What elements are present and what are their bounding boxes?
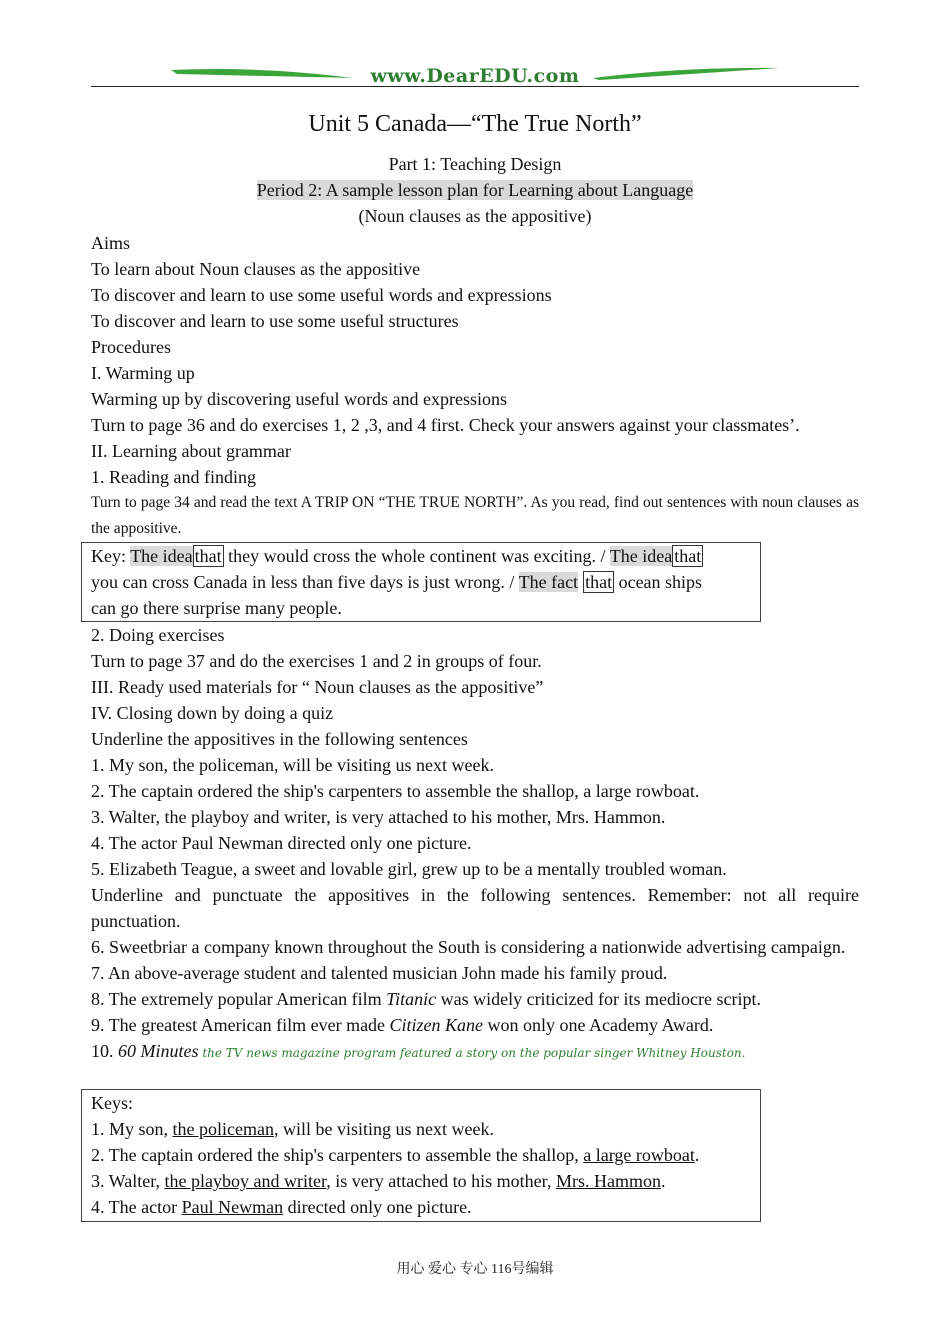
- quiz-item: 7. An above-average student and talented musician John made his family proud.: [91, 963, 668, 983]
- procedures-heading: Procedures: [91, 337, 171, 357]
- instruction: Underline and punctuate the appositives in the following sentences. Remember: not all require punctuation.: [91, 885, 859, 931]
- quiz-item: 4. The actor Paul Newman directed only one picture.: [91, 833, 472, 853]
- period-heading: [0, 180, 950, 201]
- key-text: 3. Walter,: [91, 1171, 165, 1191]
- key-text: , will be visiting us next week.: [273, 1119, 494, 1139]
- key-answer: [91, 1142, 760, 1168]
- instruction: Underline the appositives in the following sentences: [91, 729, 468, 749]
- key-text: .: [694, 1145, 700, 1165]
- key-answer: [91, 1168, 760, 1194]
- site-logo: [91, 64, 859, 88]
- boxed-word: that: [585, 572, 613, 592]
- key-text: 4. The actor: [91, 1197, 182, 1217]
- key-line: [91, 569, 760, 595]
- underlined-appositive: the policeman: [172, 1119, 274, 1139]
- key-text: you can cross Canada in less than five days is just wrong. /: [91, 572, 519, 592]
- header-rule: [91, 86, 859, 87]
- key-text: 1. My son,: [91, 1119, 173, 1139]
- underlined-appositive: Mrs. Hammon: [555, 1171, 661, 1191]
- part-heading: Part 1: Teaching Design: [388, 154, 562, 174]
- section-heading: IV. Closing down by doing a quiz: [91, 703, 334, 723]
- boxed-word: that: [194, 546, 222, 566]
- key-text: directed only one picture.: [283, 1197, 472, 1217]
- key-text: they would cross the whole continent was exciting. /: [223, 546, 610, 566]
- answer-keys-box: [81, 1089, 761, 1222]
- quiz-item: 5. Elizabeth Teague, a sweet and lovable girl, grew up to be a mentally troubled woman.: [91, 859, 727, 879]
- key-text: 2. The captain ordered the ship's carpenters to assemble the shallop,: [91, 1145, 584, 1165]
- quiz-text: 8. The extremely popular American film: [91, 989, 387, 1009]
- paragraph: Turn to page 36 and do exercises 1, 2 ,3, and 4 first. Check your answers against your classmates’.: [91, 415, 800, 435]
- logo-text: www.DearEDU.com: [370, 65, 580, 87]
- section-heading: II. Learning about grammar: [91, 441, 291, 461]
- underlined-appositive: a large rowboat: [583, 1145, 695, 1165]
- highlight-noun: The idea: [130, 546, 193, 566]
- page-header: [91, 64, 859, 90]
- key-text: Key:: [91, 546, 131, 566]
- underlined-appositive: the playboy and writer: [164, 1171, 327, 1191]
- document-title: Unit 5 Canada—“The True North”: [308, 111, 642, 137]
- key-line: can go there surprise many people.: [91, 598, 342, 618]
- boxed-word: that: [674, 546, 702, 566]
- body-section-1: [91, 230, 859, 542]
- body-section-2: [91, 622, 859, 1066]
- section-heading: I. Warming up: [91, 363, 195, 383]
- quiz-item: [91, 1038, 859, 1066]
- quiz-item: 6. Sweetbriar a company known throughout the South is considering a nationwide advertising campaign.: [91, 937, 846, 957]
- aims-heading: Aims: [91, 233, 131, 253]
- quiz-item: [91, 986, 859, 1012]
- highlight-noun: The idea: [609, 546, 673, 566]
- quiz-item: 1. My son, the policeman, will be visiting us next week.: [91, 755, 494, 775]
- film-title: Titanic: [386, 989, 437, 1009]
- key-answer: [91, 1116, 760, 1142]
- subsection-heading: 2. Doing exercises: [91, 625, 225, 645]
- underlined-appositive: Paul Newman: [181, 1197, 284, 1217]
- paragraph: Turn to page 37 and do the exercises 1 and 2 in groups of four.: [91, 651, 542, 671]
- film-title: Citizen Kane: [389, 1015, 484, 1035]
- quiz-text-green: the TV news magazine program featured a story on the popular singer Whitney Houston.: [198, 1046, 746, 1060]
- highlight-noun: The fact: [518, 572, 579, 592]
- key-text: , is very attached to his mother,: [326, 1171, 556, 1191]
- paragraph: Warming up by discovering useful words and expressions: [91, 389, 507, 409]
- quiz-item: [91, 1012, 859, 1038]
- key-box: [81, 542, 761, 622]
- subtitle: (Noun clauses as the appositive): [358, 206, 592, 226]
- key-answer: [91, 1194, 760, 1220]
- paragraph: Turn to page 34 and read the text A TRIP ON “THE TRUE NORTH”. As you read, find out sentences with noun clauses as the appositive.: [91, 494, 859, 537]
- program-title: 60 Minutes: [118, 1041, 199, 1061]
- aim-item: To discover and learn to use some useful structures: [91, 311, 459, 331]
- key-text: ocean ships: [614, 572, 703, 592]
- quiz-text: was widely criticized for its mediocre script.: [436, 989, 761, 1009]
- subsection-heading: 1. Reading and finding: [91, 467, 256, 487]
- aim-item: To learn about Noun clauses as the appositive: [91, 259, 421, 279]
- key-text: .: [660, 1171, 666, 1191]
- section-heading: III. Ready used materials for “ Noun clauses as the appositive”: [91, 677, 544, 697]
- page-footer: 用心 爱心 专心 116号编辑: [396, 1262, 554, 1277]
- quiz-text: won only one Academy Award.: [483, 1015, 714, 1035]
- quiz-text: 9. The greatest American film ever made: [91, 1015, 390, 1035]
- key-line: [91, 543, 760, 569]
- quiz-item: 3. Walter, the playboy and writer, is very attached to his mother, Mrs. Hammon.: [91, 807, 666, 827]
- aim-item: To discover and learn to use some useful words and expressions: [91, 285, 552, 305]
- keys-heading: Keys:: [91, 1093, 133, 1113]
- quiz-text: 10.: [91, 1041, 118, 1061]
- period-heading-text: Period 2: A sample lesson plan for Learning about Language: [256, 180, 694, 200]
- quiz-item: 2. The captain ordered the ship's carpenters to assemble the shallop, a large rowboat.: [91, 781, 700, 801]
